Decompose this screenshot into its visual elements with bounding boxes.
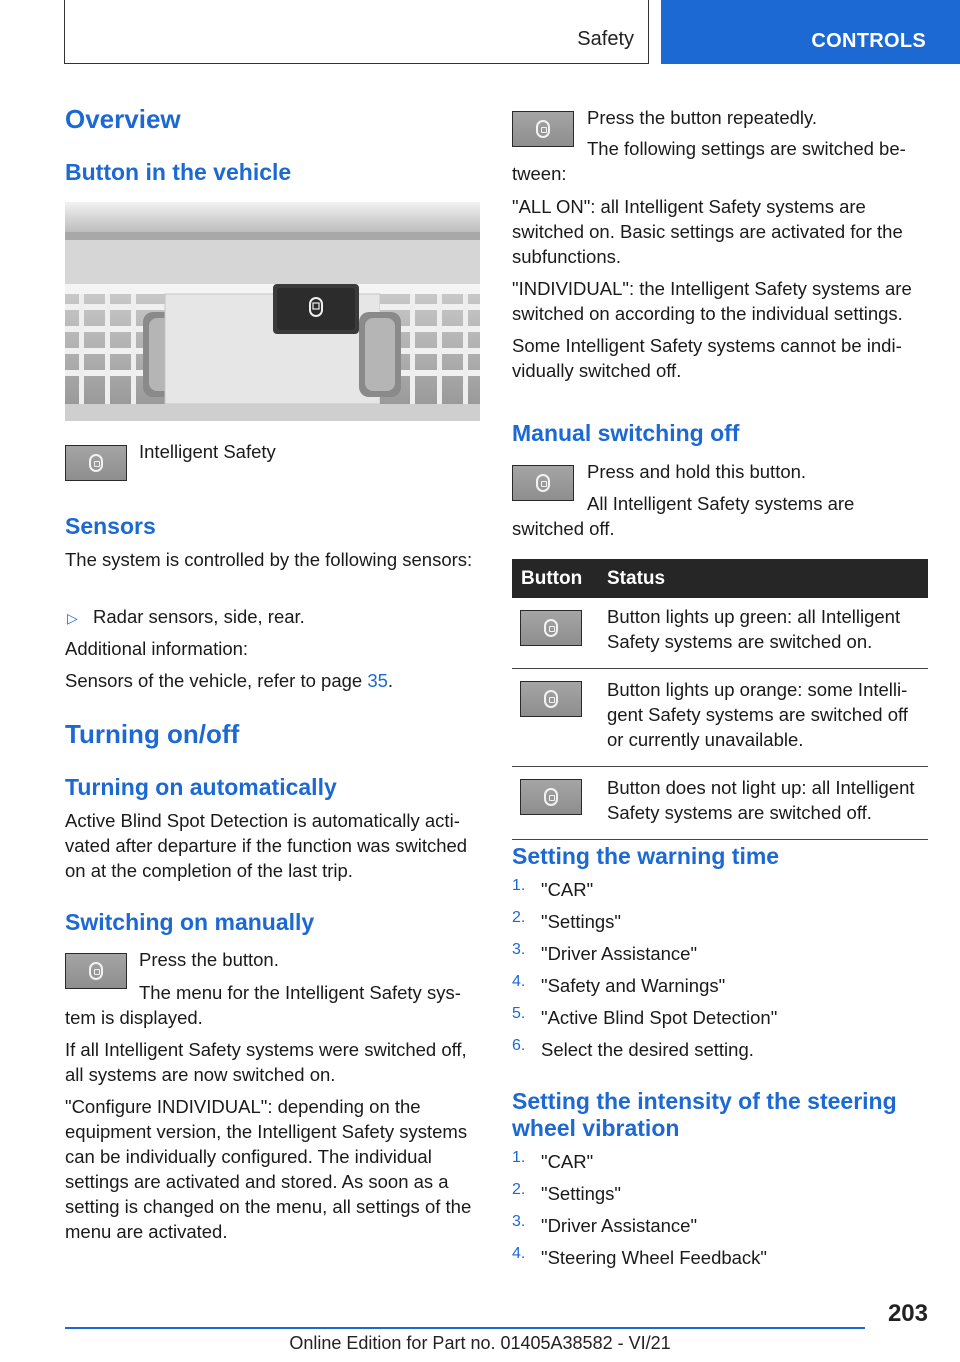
additional-info-label: Additional information: bbox=[65, 638, 249, 659]
table-cell-status: Button lights up green: all Intelligent Safety systems are switched on. bbox=[598, 598, 928, 669]
step-text: "Steering Wheel Feedback" bbox=[541, 1247, 768, 1268]
sensors-ref-suffix: . bbox=[387, 670, 394, 691]
page-number: 203 bbox=[887, 1300, 928, 1327]
turning-on-automatically-heading: Turning on automatically bbox=[65, 774, 337, 800]
footer-divider bbox=[65, 1327, 865, 1329]
step-text: "Active Blind Spot Detection" bbox=[541, 1007, 778, 1028]
dashboard-illustration bbox=[65, 202, 480, 421]
turning-on-off-heading: Turning on/off bbox=[65, 719, 240, 749]
all-on-text: "ALL ON": all Intelligent Safety systems are switched on. Basic settings are activated for the subfunctions. bbox=[512, 196, 903, 267]
table-cell-button bbox=[512, 767, 598, 840]
step-text: "CAR" bbox=[541, 1151, 594, 1172]
individual-text: "INDIVIDUAL": the Intelligent Safety systems are switched on according to the individual settings. bbox=[512, 278, 912, 324]
press-hold-text: Press and hold this button. bbox=[587, 461, 807, 482]
page-35-link[interactable]: 35 bbox=[367, 670, 388, 691]
step-text: "Settings" bbox=[541, 1183, 621, 1204]
list-item bbox=[512, 1149, 928, 1181]
intelligent-safety-button-icon bbox=[65, 445, 127, 481]
configure-individual-text: "Configure INDIVIDUAL": depending on the equipment version, the Intelligent Safety systems can be individually configured. The individual settings are activated and stored. As soon as a setting is changed on the menu, all settings of the menu are activated. bbox=[65, 1096, 472, 1242]
manual-switching-off-heading: Manual switching off bbox=[512, 420, 740, 446]
step-text: "Driver Assistance" bbox=[541, 943, 698, 964]
list-item bbox=[512, 1245, 928, 1277]
sensors-intro: The system is controlled by the following sensors: bbox=[65, 549, 473, 570]
header-chapter-tab bbox=[661, 0, 960, 64]
table-row bbox=[512, 669, 928, 767]
button-off-icon bbox=[520, 779, 582, 815]
list-item bbox=[512, 973, 928, 1005]
step-number: 4. bbox=[512, 1245, 526, 1262]
press-repeatedly-text: Press the button repeatedly. bbox=[587, 107, 818, 128]
button-status-table bbox=[512, 559, 928, 840]
step-text: "Driver Assistance" bbox=[541, 1215, 698, 1236]
button-orange-icon bbox=[520, 681, 582, 717]
sensors-heading: Sensors bbox=[65, 513, 156, 539]
button-caption: Intelligent Safety bbox=[139, 441, 276, 462]
some-cannot-text: Some Intelligent Safety systems cannot be individually switched off. bbox=[512, 335, 902, 381]
steering-vibration-heading: Setting the intensity of the steering wheel vibration bbox=[512, 1088, 897, 1141]
step-number: 2. bbox=[512, 909, 526, 926]
step-number: 2. bbox=[512, 1181, 526, 1198]
header-chapter-title: CONTROLS bbox=[811, 30, 926, 52]
header-section-box bbox=[64, 0, 649, 64]
step-text: Select the desired setting. bbox=[541, 1039, 754, 1060]
list-item bbox=[512, 1213, 928, 1245]
step-number: 1. bbox=[512, 1149, 526, 1166]
column-header-status: Status bbox=[598, 559, 928, 598]
sensor-bullet-item: Radar sensors, side, rear. bbox=[93, 606, 305, 627]
table-row bbox=[512, 767, 928, 840]
vibration-steps bbox=[512, 1149, 928, 1277]
table-cell-button bbox=[512, 598, 598, 669]
list-item bbox=[512, 877, 928, 909]
table-cell-status: Button lights up orange: some Intelligent Safety systems are switched off or currently unavailable. bbox=[598, 669, 928, 767]
bullet-triangle-icon: ▷ bbox=[67, 610, 78, 626]
following-settings-text: The following settings are switched between: bbox=[512, 138, 906, 184]
step-number: 4. bbox=[512, 973, 526, 990]
overview-heading: Overview bbox=[65, 104, 181, 134]
step-text: "CAR" bbox=[541, 879, 594, 900]
footer-edition: Online Edition for Part no. 01405A38582 - VI/21 bbox=[289, 1333, 671, 1353]
all-switched-on-text: If all Intelligent Safety systems were switched off, all systems are now switched on. bbox=[65, 1039, 467, 1085]
page-header bbox=[0, 0, 960, 66]
step-text: "Settings" bbox=[541, 911, 621, 932]
sensors-ref-text: Sensors of the vehicle, refer to page bbox=[65, 670, 368, 691]
step-number: 1. bbox=[512, 877, 526, 894]
press-button-text: Press the button. bbox=[139, 949, 279, 970]
all-off-text: All Intelligent Safety systems are switched off. bbox=[512, 493, 855, 539]
step-number: 5. bbox=[512, 1005, 526, 1022]
table-header-row bbox=[512, 559, 928, 598]
step-text: "Safety and Warnings" bbox=[541, 975, 726, 996]
warning-time-steps bbox=[512, 877, 928, 1069]
switching-on-manually-heading: Switching on manually bbox=[65, 909, 315, 935]
vehicle-button-photo bbox=[65, 202, 480, 421]
sensors-reference bbox=[65, 668, 481, 693]
step-number: 3. bbox=[512, 1213, 526, 1230]
list-item bbox=[512, 1005, 928, 1037]
table-row bbox=[512, 598, 928, 669]
list-item bbox=[512, 1181, 928, 1213]
step-number: 3. bbox=[512, 941, 526, 958]
column-header-button: Button bbox=[512, 559, 598, 598]
button-in-vehicle-heading: Button in the vehicle bbox=[65, 159, 292, 185]
list-item bbox=[512, 1037, 928, 1069]
table-cell-button bbox=[512, 669, 598, 767]
header-section-title: Safety bbox=[577, 28, 634, 50]
step-number: 6. bbox=[512, 1037, 526, 1054]
setting-warning-time-heading: Setting the warning time bbox=[512, 843, 780, 869]
table-cell-status: Button does not light up: all Intelligent Safety systems are switched off. bbox=[598, 767, 928, 840]
auto-activation-text: Active Blind Spot Detection is automatically activated after departure if the function was switched on at the completion of the last trip. bbox=[65, 810, 468, 881]
list-item bbox=[512, 941, 928, 973]
button-green-icon bbox=[520, 610, 582, 646]
list-item bbox=[512, 909, 928, 941]
menu-displayed-text: The menu for the Intelligent Safety system is displayed. bbox=[65, 982, 461, 1028]
